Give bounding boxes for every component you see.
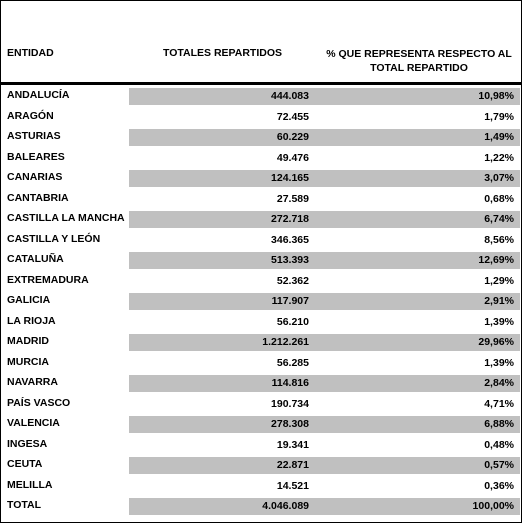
cell-entidad: ARAGÓN [7,109,54,122]
cell-total-repartido: 22.871 [129,457,317,474]
cell-entidad: CASTILLA LA MANCHA [7,212,125,224]
cell-porcentaje: 1,79% [484,110,514,123]
cell-total-repartido: 14.521 [276,479,309,492]
table-row [1,167,521,188]
cell-entidad: TOTAL [7,499,42,511]
table-row [1,249,521,270]
table-row [1,454,521,475]
cell-entidad: GALICIA [7,294,51,306]
table-row [1,393,521,414]
cell-total-repartido: 278.308 [129,416,317,433]
cell-porcentaje: 0,68% [484,192,514,205]
cell-porcentaje: 1,22% [484,151,514,164]
cell-total-repartido: 444.083 [129,88,317,105]
cell-entidad: INGESA [7,437,48,450]
cell-porcentaje: 12,69% [317,252,520,269]
cell-entidad: MADRID [7,335,49,347]
cell-entidad: VALENCIA [7,417,60,429]
cell-total-repartido: 72.455 [276,110,309,123]
cell-porcentaje: 0,36% [484,479,514,492]
cell-porcentaje: 0,57% [317,457,520,474]
table-row [1,229,521,250]
table-row [1,126,521,147]
cell-total-repartido: 1.212.261 [129,334,317,351]
cell-entidad: BALEARES [7,150,65,163]
cell-porcentaje: 8,56% [484,233,514,246]
cell-total-repartido: 114.816 [129,375,317,392]
header-porcentaje-line1: % QUE REPRESENTA RESPECTO AL [326,48,512,60]
cell-porcentaje: 0,48% [484,438,514,451]
cell-entidad: MURCIA [7,355,49,368]
table-row [1,106,521,127]
table-row [1,495,521,516]
table-row [1,311,521,332]
table-row [1,352,521,373]
cell-porcentaje: 2,84% [317,375,520,392]
table-row [1,290,521,311]
cell-porcentaje: 2,91% [317,293,520,310]
cell-entidad: ANDALUCÍA [7,89,70,101]
header-totales-repartidos: TOTALES REPARTIDOS [163,47,283,59]
header-porcentaje-line2: TOTAL REPARTIDO [370,62,468,74]
table-row [1,208,521,229]
cell-entidad: NAVARRA [7,376,58,388]
header-porcentaje [311,47,522,75]
cell-entidad: PAÍS VASCO [7,396,71,409]
cell-entidad: CANARIAS [7,171,63,183]
table-row [1,372,521,393]
table-row [1,85,521,106]
cell-total-repartido: 124.165 [129,170,317,187]
cell-porcentaje: 1,39% [484,315,514,328]
cell-total-repartido: 19.341 [276,438,309,451]
cell-porcentaje: 1,49% [317,129,520,146]
cell-entidad: CEUTA [7,458,43,470]
cell-porcentaje: 10,98% [317,88,520,105]
cell-total-repartido: 346.365 [271,233,309,246]
cell-total-repartido: 60.229 [129,129,317,146]
cell-entidad: ASTURIAS [7,130,61,142]
cell-total-repartido: 4.046.089 [129,498,317,515]
table-row [1,331,521,352]
table-body [1,85,521,516]
table-row [1,434,521,455]
cell-total-repartido: 27.589 [276,192,309,205]
cell-total-repartido: 52.362 [276,274,309,287]
cell-total-repartido: 49.476 [276,151,309,164]
cell-porcentaje: 1,39% [484,356,514,369]
cell-total-repartido: 190.734 [271,397,309,410]
cell-entidad: LA RIOJA [7,314,56,327]
cell-total-repartido: 272.718 [129,211,317,228]
table-row [1,270,521,291]
cell-porcentaje: 6,88% [317,416,520,433]
cell-entidad: CANTABRIA [7,191,69,204]
table-row [1,188,521,209]
cell-total-repartido: 513.393 [129,252,317,269]
cell-entidad: MELILLA [7,478,53,491]
cell-porcentaje: 3,07% [317,170,520,187]
cell-porcentaje: 1,29% [484,274,514,287]
cell-entidad: CATALUÑA [7,253,64,265]
cell-entidad: CASTILLA Y LEÓN [7,232,101,245]
cell-porcentaje: 4,71% [484,397,514,410]
header-entidad: ENTIDAD [7,47,54,59]
cell-porcentaje: 29,96% [317,334,520,351]
cell-entidad: EXTREMADURA [7,273,89,286]
cell-total-repartido: 117.907 [129,293,317,310]
cell-porcentaje: 6,74% [317,211,520,228]
table-row [1,147,521,168]
table-row [1,413,521,434]
cell-total-repartido: 56.285 [276,356,309,369]
table-header [1,1,521,82]
cell-total-repartido: 56.210 [276,315,309,328]
table-row [1,475,521,496]
cell-porcentaje: 100,00% [317,498,520,515]
